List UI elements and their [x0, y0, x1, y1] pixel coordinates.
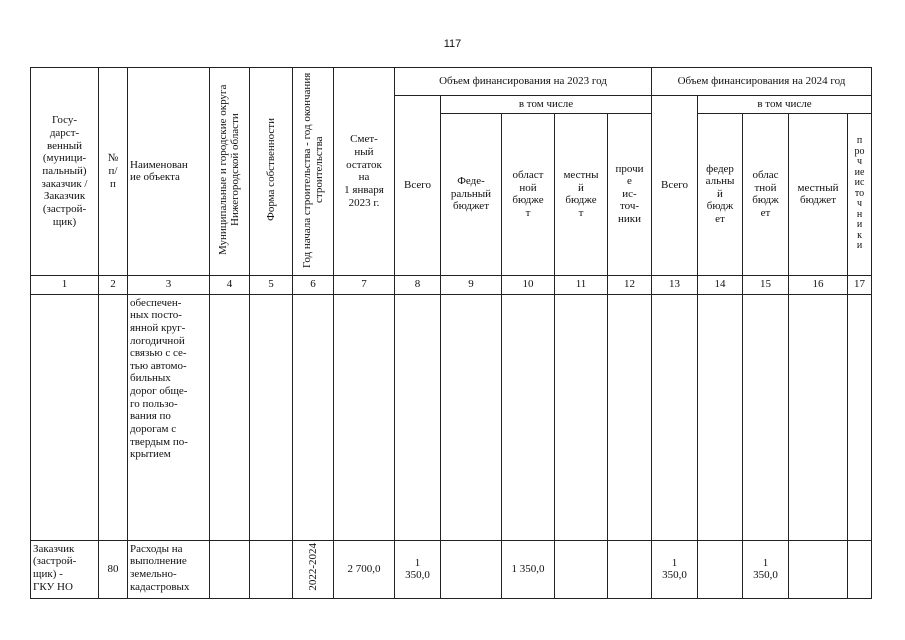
row-ownership: [250, 540, 293, 598]
row-local-2024: [789, 294, 848, 540]
column-number: 3: [128, 275, 210, 294]
column-number: 5: [250, 275, 293, 294]
row-number: [99, 294, 128, 540]
column-number: 1: [31, 275, 99, 294]
header-financing-2023: Объем финансирования на 2023 год: [395, 68, 652, 96]
row-total-2024: 1 350,0: [652, 540, 698, 598]
column-number: 4: [210, 275, 250, 294]
row-federal-2024: [698, 294, 743, 540]
row-federal-2024: [698, 540, 743, 598]
row-federal-2023: [441, 540, 502, 598]
table-row: [31, 294, 872, 540]
header-ownership-text: Форма собственности: [264, 118, 277, 221]
header-financing-2024: Объем финансирования на 2024 год: [652, 68, 872, 96]
header-years-text: Год начала строительства - год окончания строительства: [300, 71, 325, 268]
budget-table: [30, 67, 872, 599]
row-federal-2023: [441, 294, 502, 540]
row-years: [293, 540, 334, 598]
column-number: 15: [743, 275, 789, 294]
row-number: 80: [99, 540, 128, 598]
row-other-2024: [848, 294, 872, 540]
row-municipality: [210, 540, 250, 598]
row-object-name: Расходы на выполнение земельно- кадастровых: [128, 540, 210, 598]
row-regional-2023: [502, 294, 555, 540]
header-object-name: Наименован ие объекта: [128, 68, 210, 276]
header-federal-2024: федер альны й бюдж ет: [698, 113, 743, 275]
header-years: [293, 68, 334, 276]
header-total-2024: Всего: [652, 96, 698, 276]
column-number: 7: [334, 275, 395, 294]
row-municipality: [210, 294, 250, 540]
header-other-2024: п ро ч ие ис то ч н и к и: [848, 113, 872, 275]
row-other-2023: [608, 294, 652, 540]
column-number: 8: [395, 275, 441, 294]
row-total-2023: [395, 294, 441, 540]
header-local-2023: местны й бюдже т: [555, 113, 608, 275]
column-number: 17: [848, 275, 872, 294]
header-including-2024: в том числе: [698, 96, 872, 114]
table-row: [31, 540, 872, 598]
row-local-2023: [555, 540, 608, 598]
header-total-2023: Всего: [395, 96, 441, 276]
row-years-text: 2022-2024: [306, 543, 319, 592]
column-number: 9: [441, 275, 502, 294]
row-regional-2023: 1 350,0: [502, 540, 555, 598]
column-number: 16: [789, 275, 848, 294]
column-number: 14: [698, 275, 743, 294]
header-municipality: [210, 68, 250, 276]
header-other-2023: прочи е ис- точ- ники: [608, 113, 652, 275]
header-federal-2023: Феде- ральный бюджет: [441, 113, 502, 275]
header-municipality-text: Муниципальные и городские округа Нижегородской области: [217, 84, 242, 255]
column-number: 10: [502, 275, 555, 294]
row-other-2023: [608, 540, 652, 598]
column-number: 6: [293, 275, 334, 294]
header-customer: Госу- дарст- венный (муници- пальный) заказчик / Заказчик (застрой- щик): [31, 68, 99, 276]
row-other-2024: [848, 540, 872, 598]
header-local-2024: местный бюджет: [789, 113, 848, 275]
column-number: 11: [555, 275, 608, 294]
column-number: 12: [608, 275, 652, 294]
header-including-2023: в том числе: [441, 96, 652, 114]
row-local-2023: [555, 294, 608, 540]
column-number: 2: [99, 275, 128, 294]
row-regional-2024: [743, 294, 789, 540]
row-ownership: [250, 294, 293, 540]
row-customer: Заказчик (застрой- щик) - ГКУ НО: [31, 540, 99, 598]
row-regional-2024: 1 350,0: [743, 540, 789, 598]
row-local-2024: [789, 540, 848, 598]
row-years: [293, 294, 334, 540]
header-number: № п/ п: [99, 68, 128, 276]
row-total-2023: 1 350,0: [395, 540, 441, 598]
column-number-row: [31, 275, 872, 294]
page-number: 117: [443, 38, 462, 50]
row-estimate: 2 700,0: [334, 540, 395, 598]
header-estimate: Смет- ный остаток на 1 января 2023 г.: [334, 68, 395, 276]
header-regional-2024: облас тной бюдж ет: [743, 113, 789, 275]
row-estimate: [334, 294, 395, 540]
header-regional-2023: област ной бюдже т: [502, 113, 555, 275]
row-object-name: обеспечен- ных посто- янной круг- логодичной связью с се- тью автомо- бильных дорог обще- го пользо- вания по дорогам с твердым по- крытием: [128, 294, 210, 540]
column-number: 13: [652, 275, 698, 294]
row-customer: [31, 294, 99, 540]
row-total-2024: [652, 294, 698, 540]
header-ownership: [250, 68, 293, 276]
